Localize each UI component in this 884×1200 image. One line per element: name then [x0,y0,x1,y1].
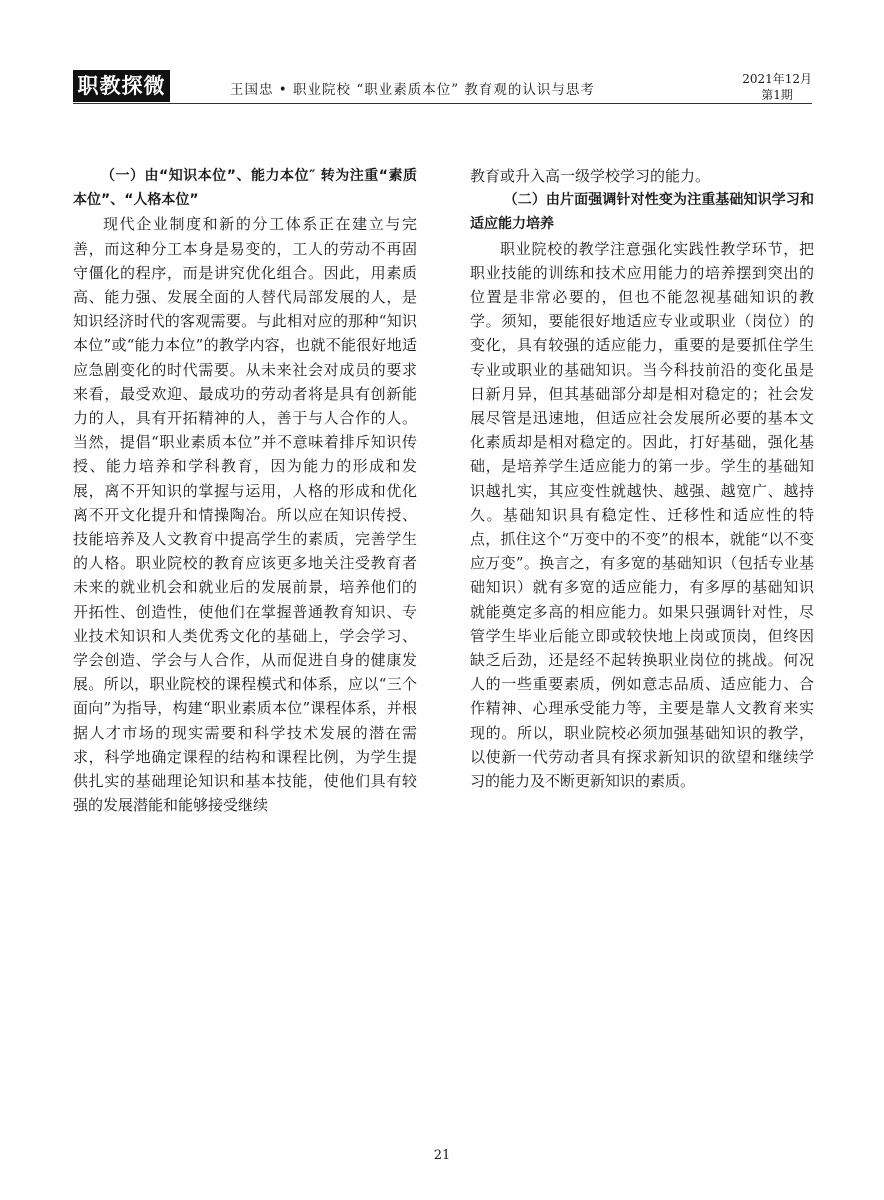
body-paragraph: 现代企业制度和新的分工体系正在建立与完善，而这种分工本身是易变的，工人的劳动不再固守僵化的程序，而是讲究优化组合。因此，用素质高、能力强、发展全面的人替代局部发展的人，是知识经济时代的客观需要。与此相对应的那种“知识本位”或“能力本位”的教学内容，也就不能很好地适应急剧变化的时代需要。从未来社会对成员的要求来看，最受欢迎、最成功的劳动者将是具有创新能力的人，具有开拓精神的人，善于与人合作的人。当然，提倡“职业素质本位”并不意味着排斥知识传授、能力培养和学科教育，因为能力的形成和发展，离不开知识的掌握与运用，人格的形成和优化离不开文化提升和情操陶冶。所以应在知识传授、技能培养及人文教育中提高学生的素质，完善学生的人格。职业院校的教育应该更多地关注受教育者未来的就业机会和就业后的发展前景，培养他们的开拓性、创造性，使他们在掌握普通教育知识、专业技术知识和人类优秀文化的基础上，学会学习、学会创造、学会与人合作，从而促进自身的健康发展。所以，职业院校的课程模式和体系，应以“三个面向”为指导，构建“职业素质本位”课程体系，并根据人才市场的现实需要和科学技术发展的潜在需求，科学地确定课程的结构和课程比例，为学生提供扎实的基础理论知识和基本技能，使他们具有较强的发展潜能和能够接受继续 [73,215,417,815]
section-heading-1: （一）由“知识本位”、能力本位″ 转为注重“素质本位”、“人格本位” [73,168,417,209]
left-column [73,164,417,817]
issue-date: 2021年12月 [742,72,812,86]
issue-number: 第1期 [761,88,793,102]
body-paragraph: 职业院校的教学注意强化实践性教学环节，把职业技能的训练和技术应用能力的培养摆到突出的位置是非常必要的，但也不能忽视基础知识的教学。须知，要能很好地适应专业或职业（岗位）的变化，具有较强的适应能力，重要的是要抓住学生专业或职业的基础知识。当今科技前沿的变化虽是日新月异，但其基础部分却是相对稳定的；社会发展尽管是迅速地，但适应社会发展所必要的基本文化素质却是相对稳定的。因此，打好基础，强化基础，是培养学生适应能力的第一步。学生的基础知识越扎实，其应变性就越快、越强、越宽广、越持久。基础知识具有稳定性、迁移性和适应性的特点，抓住这个“万变中的不变”的根本，就能“以不变应万变”。换言之，有多宽的基础知识（包括专业基础知识）就有多宽的适应能力，有多厚的基础知识就能奠定多高的相应能力。如果只强调针对性，尽管学生毕业后能立即或较快地上岗或顶岗，但终因缺乏后劲，还是经不起转换职业岗位的挑战。何况人的一些重要素质，例如意志品质、适应能力、合作精神、心理承受能力等，主要是靠人文教育来实现的。所以，职业院校必须加强基础知识的教学，以使新一代劳动者具有探求新知识的欲望和继续学习的能力及不断更新知识的素质。 [470,239,814,791]
running-title: 王国忠 • 职业院校 “职业素质本位” 教育观的认识与思考 [230,82,595,98]
header-divider [73,103,812,104]
section-heading-2: （二）由片面强调针对性变为注重基础知识学习和适应能力培养 [470,192,814,233]
continued-paragraph: 教育或升入高一级学校学习的能力。 [470,167,711,185]
journal-logo: 职教探微 [73,70,170,102]
issue-info [742,71,812,103]
page-number: 21 [433,1148,451,1163]
right-column [470,164,814,793]
